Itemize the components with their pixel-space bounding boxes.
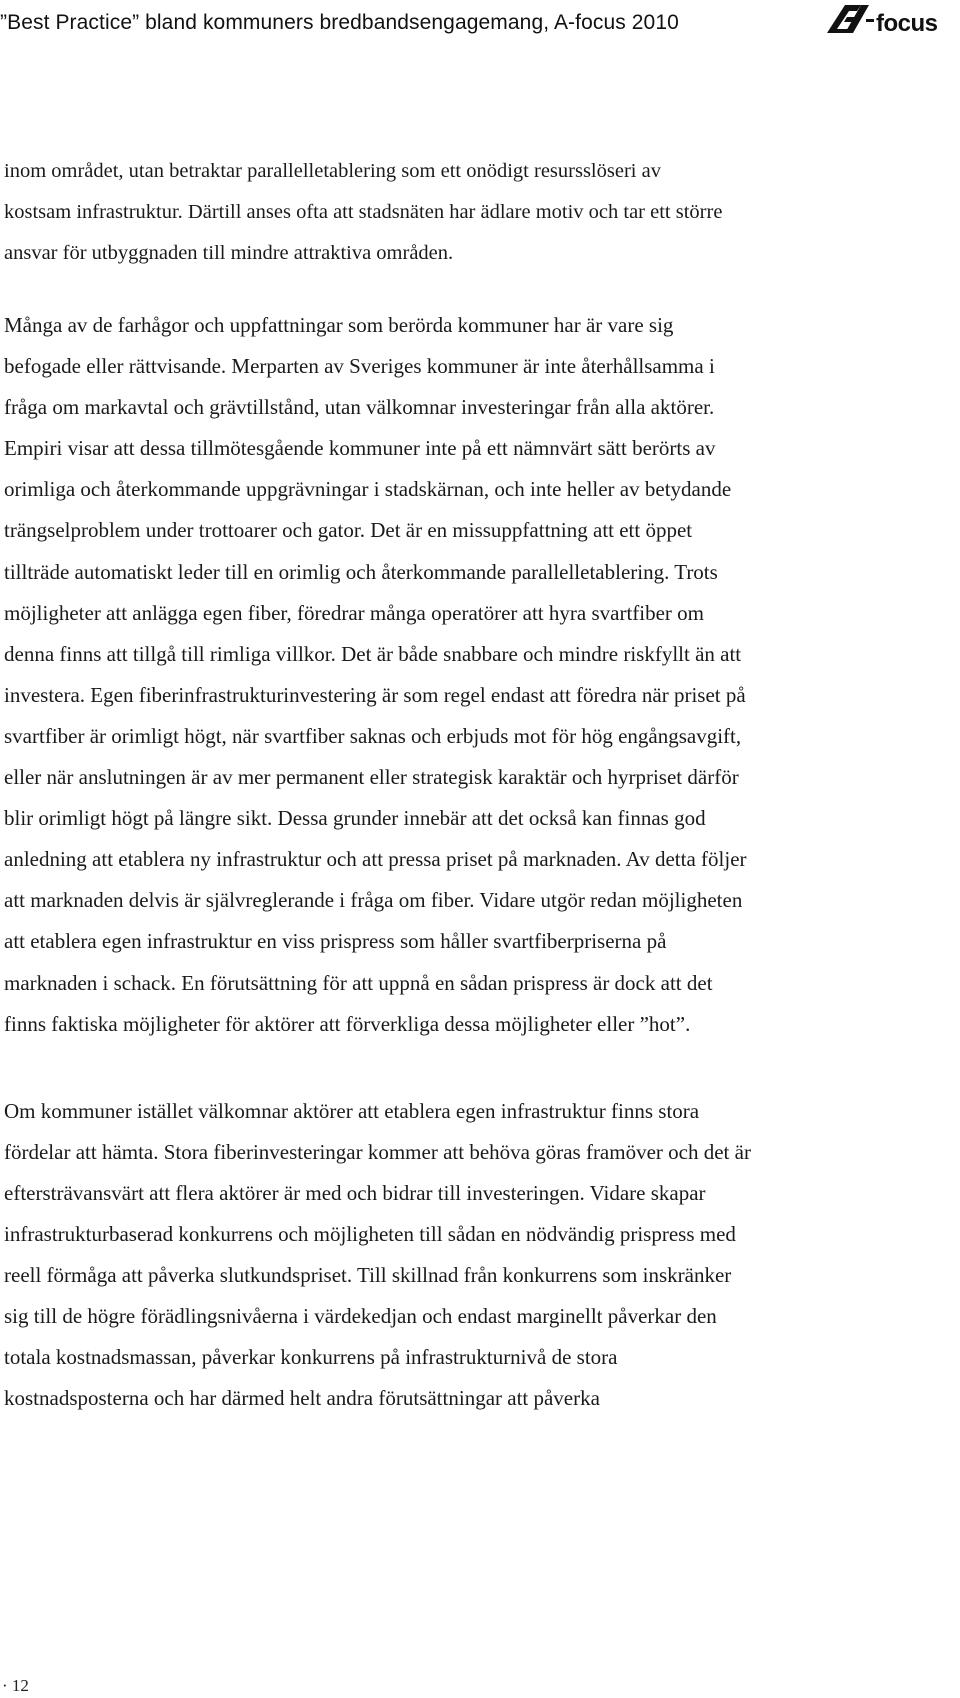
text-line: reell förmåga att påverka slutkundspriset. Till skillnad från konkurrens som inskränker	[4, 1263, 732, 1288]
paragraph-3	[4, 1091, 949, 1420]
text-line: blir orimligt högt på längre sikt. Dessa grunder innebär att det också kan finnas god	[4, 806, 706, 831]
text-line: svartfiber är orimligt högt, när svartfiber saknas och erbjuds mot för hög engångsavgift,	[4, 723, 742, 748]
text-line: finns faktiska möjligheter för aktörer att förverkliga dessa möjligheter eller ”hot”.	[4, 1011, 691, 1036]
text-line: Om kommuner istället välkomnar aktörer att etablera egen infrastruktur finns stora	[4, 1098, 700, 1123]
text-line: marknaden i schack. En förutsättning för att uppnå en sådan prispress är dock att det	[4, 970, 713, 995]
svg-text:focus: focus	[876, 10, 938, 37]
text-line: orimliga och återkommande uppgrävningar i stadskärnan, och inte heller av betydande	[4, 477, 732, 502]
text-line: kostnadsposterna och har därmed helt andra förutsättningar att påverka	[4, 1386, 600, 1411]
text-line: att marknaden delvis är självreglerande i fråga om fiber. Vidare utgör redan möjligheten	[4, 888, 743, 913]
text-line: eftersträvansvärt att flera aktörer är med och bidrar till investeringen. Vidare skapar	[4, 1180, 706, 1205]
text-line: inom området, utan betraktar parallelletablering som ett onödigt resursslöseri av	[4, 160, 661, 182]
text-line: möjligheter att anlägga egen fiber, föredrar många operatörer att hyra svartfiber om	[4, 600, 705, 625]
text-line: ansvar för utbyggnaden till mindre attraktiva områden.	[4, 242, 454, 264]
text-line: anledning att etablera ny infrastruktur och att pressa priset på marknaden. Av detta följer	[4, 847, 747, 872]
text-line: tillträde automatiskt leder till en orimlig och återkommande parallelletablering. Trots	[4, 559, 718, 584]
page-number: · 12	[2, 1676, 29, 1695]
text-line: Många av de farhågor och uppfattningar som berörda kommuner har är vare sig	[4, 313, 674, 337]
text-line: fråga om markavtal och grävtillstånd, utan välkomnar investeringar från alla aktörer.	[4, 395, 715, 420]
text-line: eller när anslutningen är av mer permanent eller strategisk karaktär och hyrpriset därför	[4, 765, 739, 790]
text-line: denna finns att tillgå till rimliga villkor. Det är både snabbare och mindre riskfyllt än att	[4, 641, 742, 666]
paragraph-2	[4, 305, 949, 1045]
text-line: fördelar att hämta. Stora fiberinvesteringar kommer att behöva göras framöver och det är	[4, 1139, 751, 1164]
text-line: investera. Egen fiberinfrastrukturinvestering är som regel endast att föredra när priset på	[4, 682, 746, 707]
text-line: sig till de högre förädlingsnivåerna i värdekedjan och endast marginellt påverkar den	[4, 1304, 717, 1329]
document-body	[4, 151, 949, 1419]
text-line: kostsam infrastruktur. Därtill anses ofta att stadsnäten har ädlare motiv och tar ett större	[4, 201, 723, 223]
page-header	[0, 0, 960, 50]
document-title: ”Best Practice” bland kommuners bredbandsengagemang, A-focus 2010	[0, 11, 679, 34]
a-focus-logo	[823, 2, 960, 38]
text-line: Empiri visar att dessa tillmötesgående kommuner inte på ett nämnvärt sätt berörts av	[4, 436, 716, 461]
text-line: att etablera egen infrastruktur en viss prispress som håller svartfiberpriserna på	[4, 929, 667, 954]
text-line: befogade eller rättvisande. Merparten av Sveriges kommuner är inte återhållsamma i	[4, 354, 715, 379]
text-line: infrastrukturbaserad konkurrens och möjligheten till sådan en nödvändig prispress med	[4, 1221, 736, 1246]
text-line: trängselproblem under trottoarer och gator. Det är en missuppfattning att ett öppet	[4, 518, 693, 543]
paragraph-1	[4, 151, 949, 274]
text-line: totala kostnadsmassan, påverkar konkurrens på infrastrukturnivå de stora	[4, 1345, 618, 1370]
